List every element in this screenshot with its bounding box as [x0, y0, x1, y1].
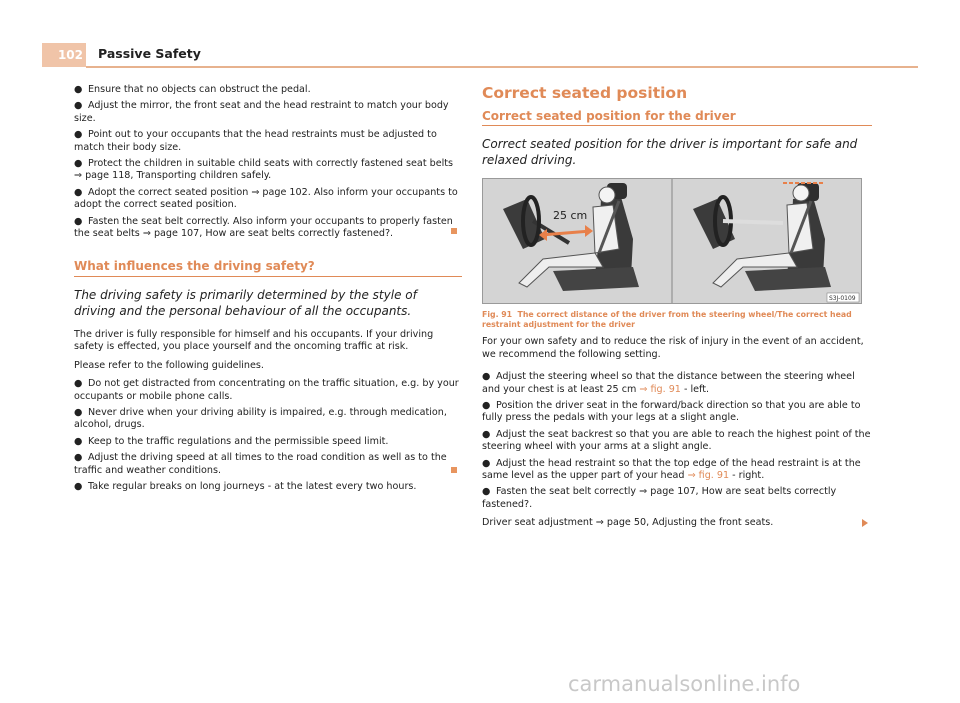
- lead-text: Correct seated position for the driver is important for safe and relaxed driving.: [482, 137, 858, 168]
- cross-reference[interactable]: Driver seat adjustment ⇒ page 50, Adjusting the front seats.: [482, 517, 774, 529]
- bullet-icon: ●: [482, 428, 491, 440]
- figure-code: S3J-0109: [829, 295, 856, 303]
- paragraph: Please refer to the following guidelines.: [74, 359, 264, 371]
- bullet-icon: ●: [74, 452, 83, 464]
- list-item: ● Do not get distracted from concentrating on the traffic situation, e.g. by your occupants or mobile phone calls.: [74, 378, 459, 402]
- bullet-icon: ●: [74, 100, 83, 112]
- bullet-icon: ●: [74, 406, 83, 418]
- list-item: ● Take regular breaks on long journeys - at the latest every two hours.: [74, 480, 417, 492]
- page-number: 102: [42, 43, 86, 67]
- bullet-icon: ●: [482, 371, 491, 383]
- section-end-icon: [451, 467, 457, 473]
- list-item: ● Adjust the head restraint so that the top edge of the head restraint is at the same level as the upper part of your head ⇒ fig. 91 - right.: [482, 457, 861, 482]
- bullet-icon: ●: [74, 186, 83, 198]
- lead-text: The driving safety is primarily determined by the style of driving and the personal behaviour of all the occupants.: [74, 287, 417, 318]
- list-item: ● Adopt the correct seated position ⇒ page 102. Also inform your occupants to adopt the correct seated position.: [74, 186, 458, 211]
- bullet-icon: ●: [482, 457, 491, 469]
- seat-illustration: [483, 179, 861, 303]
- list-item: ● Fasten the seat belt correctly. Also inform your occupants to properly fasten the seat belts ⇒ page 107, How are seat belts correctly fastened?.: [74, 215, 453, 240]
- figure-caption: Fig. 91 The correct distance of the driver from the steering wheel/The correct head restraint adjustment for the driver: [482, 310, 852, 330]
- bullet-icon: ●: [74, 435, 83, 447]
- watermark: carmanualsonline.info: [568, 672, 801, 696]
- bullet-icon: ●: [482, 486, 491, 498]
- continue-arrow-icon: [862, 519, 868, 527]
- section-end-icon: [451, 228, 457, 234]
- list-item: ● Ensure that no objects can obstruct the pedal.: [74, 84, 311, 95]
- heading-seated-position-driver: Correct seated position for the driver: [482, 110, 872, 126]
- list-item: ● Never drive when your driving ability is impaired, e.g. through medication, alcohol, drugs.: [74, 406, 447, 431]
- list-item: ● Adjust the steering wheel so that the distance between the steering wheel and your chest is at least 25 cm ⇒ fig. 91 - left.: [482, 371, 855, 395]
- list-item: ● Adjust the seat backrest so that you are able to reach the highest point of the steering wheel with your arms at a slight angle.: [482, 428, 871, 453]
- distance-label: 25 cm: [553, 209, 588, 223]
- list-item: ● Adjust the mirror, the front seat and the head restraint to match your body size.: [74, 100, 449, 124]
- list-item: ● Position the driver seat in the forward/back direction so that you are able to fully press the pedals with your legs at a slight angle.: [482, 400, 861, 424]
- section-title: Passive Safety: [98, 46, 201, 61]
- bullet-icon: ●: [74, 378, 83, 390]
- header-rule: [86, 66, 918, 68]
- bullet-icon: ●: [482, 400, 491, 412]
- list-item: ● Point out to your occupants that the head restraints must be adjusted to match their body size.: [74, 129, 437, 153]
- paragraph: For your own safety and to reduce the risk of injury in the event of an accident, we recommend the following setting.: [482, 336, 864, 360]
- right-column: [482, 84, 872, 536]
- bullet-icon: ●: [74, 215, 83, 227]
- bullet-icon: ●: [74, 480, 83, 492]
- list-item: ● Keep to the traffic regulations and the permissible speed limit.: [74, 435, 389, 447]
- bullet-icon: ●: [74, 158, 83, 170]
- paragraph: The driver is fully responsible for himself and his occupants. If your driving safety is effected, you place yourself and the oncoming traffic at risk.: [74, 328, 434, 353]
- bullet-icon: ●: [74, 129, 83, 141]
- list-item: ● Protect the children in suitable child seats with correctly fastened seat belts ⇒ page 118, Transporting children safely.: [74, 158, 454, 182]
- heading-correct-seated-position: Correct seated position: [482, 84, 688, 102]
- heading-driving-safety: What influences the driving safety?: [74, 260, 462, 276]
- left-column: [74, 84, 462, 497]
- list-item: ● Fasten the seat belt correctly ⇒ page 107, How are seat belts correctly fastened?.: [482, 486, 837, 510]
- bullet-icon: ●: [74, 84, 83, 95]
- list-item: ● Adjust the driving speed at all times to the road condition as well as to the traffic and weather conditions.: [74, 452, 447, 476]
- figure-seated-position: [482, 178, 862, 304]
- fig-link[interactable]: ⇒ fig. 91: [687, 470, 730, 482]
- fig-link[interactable]: ⇒ fig. 91: [639, 383, 681, 395]
